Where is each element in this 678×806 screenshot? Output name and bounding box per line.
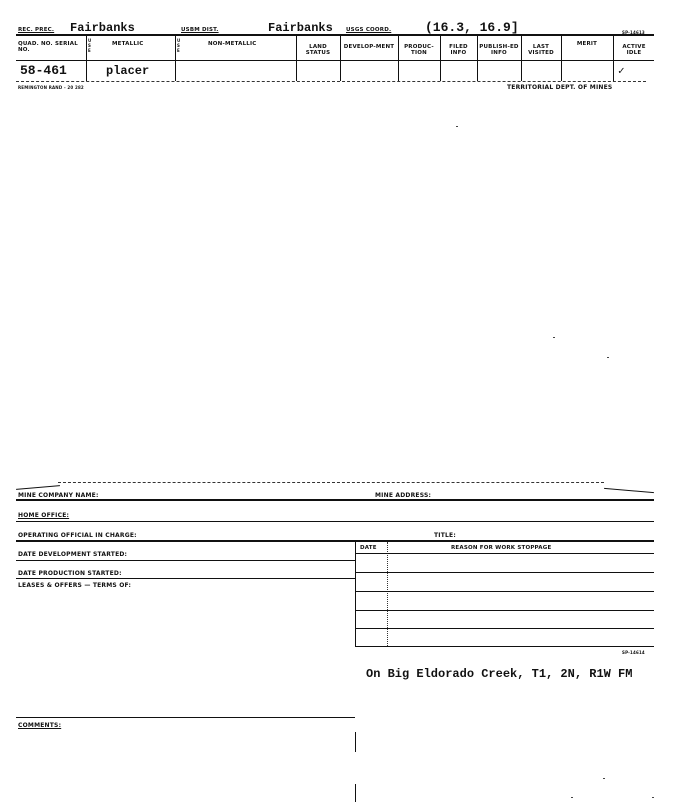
mine-address-label: MINE ADDRESS: (375, 492, 432, 499)
last-visited-header: LAST VISITED (528, 44, 554, 56)
usbm-dist-label: USBM DIST. (181, 27, 219, 33)
stoppage-reason-header: REASON FOR WORK STOPPAGE (451, 545, 552, 551)
card-cut-curve (604, 488, 654, 493)
non-metallic-header: NON-METALLIC (208, 41, 257, 47)
col-divider (521, 35, 522, 81)
use-left-header: USE (88, 38, 92, 53)
mine-company-name-label: MINE COMPANY NAME: (18, 492, 99, 499)
title-label: TITLE: (434, 532, 456, 539)
quad-no-header: QUAD. NO. (18, 41, 53, 47)
operating-official-label: OPERATING OFFICIAL IN CHARGE: (18, 532, 137, 539)
card-cut-line (58, 482, 604, 483)
filed-info-header: FILED INFO (449, 44, 468, 56)
home-office-label: HOME OFFICE: (18, 512, 70, 519)
col-divider (477, 35, 478, 81)
rule (16, 560, 355, 561)
rule (355, 572, 654, 573)
quad-serial-header (18, 41, 84, 53)
published-info-header: PUBLISH-ED INFO (479, 44, 519, 56)
column-header-rule (16, 60, 654, 61)
printer-caption: REMINGTON RAND - 20 282 (18, 85, 84, 90)
rule (355, 591, 654, 592)
form-number-top: SP-14613 (622, 30, 645, 35)
rule (16, 578, 355, 579)
scan-speck (652, 797, 654, 798)
col-divider (175, 35, 176, 81)
stoppage-left-border (355, 541, 356, 647)
col-divider (398, 35, 399, 81)
typed-location-note: On Big Eldorado Creek, T1, 2N, R1W FM (366, 667, 633, 681)
usbm-dist-value: Fairbanks (268, 21, 333, 35)
development-header: DEVELOP-MENT (343, 44, 395, 50)
edge-mark (355, 732, 356, 752)
production-header: PRODUC-TION (404, 44, 434, 56)
scan-speck (456, 126, 458, 127)
active-check-mark: ✓ (618, 66, 625, 78)
stoppage-date-header: DATE (360, 545, 377, 551)
active-idle-header: ACTIVE IDLE (622, 44, 646, 56)
rule (16, 540, 654, 542)
col-divider (296, 35, 297, 81)
rule (355, 646, 654, 647)
land-status-header: LAND STATUS (305, 44, 331, 56)
edge-mark (355, 784, 356, 802)
date-development-started-label: DATE DEVELOPMENT STARTED: (18, 551, 128, 558)
form-number-bottom: SP-14614 (622, 650, 645, 655)
stoppage-date-divider (387, 542, 388, 646)
col-divider (86, 35, 87, 81)
comments-label: COMMENTS: (18, 722, 62, 729)
quad-serial-value: 58-461 (20, 63, 67, 78)
agency-caption: TERRITORIAL DEPT. OF MINES (507, 84, 613, 91)
col-divider (613, 35, 614, 81)
rule (16, 499, 654, 501)
scan-speck (603, 778, 605, 779)
rule (355, 628, 654, 629)
card-cut-curve (16, 485, 60, 490)
metallic-value: placer (106, 64, 150, 78)
col-divider (340, 35, 341, 81)
leases-offers-label: LEASES & OFFERS — TERMS OF: (18, 582, 132, 589)
header-rule (16, 34, 654, 36)
merit-header: MERIT (576, 41, 598, 47)
rule (355, 553, 654, 554)
usgs-coord-label: USGS COORD. (346, 27, 392, 33)
scan-speck (607, 357, 609, 358)
row-bottom-rule (16, 81, 646, 82)
rec-prec-value: Fairbanks (70, 21, 135, 35)
scan-speck (571, 797, 573, 798)
rec-prec-label: REC. PREC. (18, 27, 55, 33)
usgs-coord-value: (16.3, 16.9] (425, 20, 519, 35)
rule (355, 610, 654, 611)
serial-no-header: SERIAL NO. (18, 41, 78, 53)
metallic-header: METALLIC (112, 41, 144, 47)
date-production-started-label: DATE PRODUCTION STARTED: (18, 570, 122, 577)
scan-speck (553, 337, 555, 338)
rule (16, 521, 654, 522)
col-divider (440, 35, 441, 81)
rule (16, 717, 355, 718)
use-right-header: USE (177, 38, 181, 53)
